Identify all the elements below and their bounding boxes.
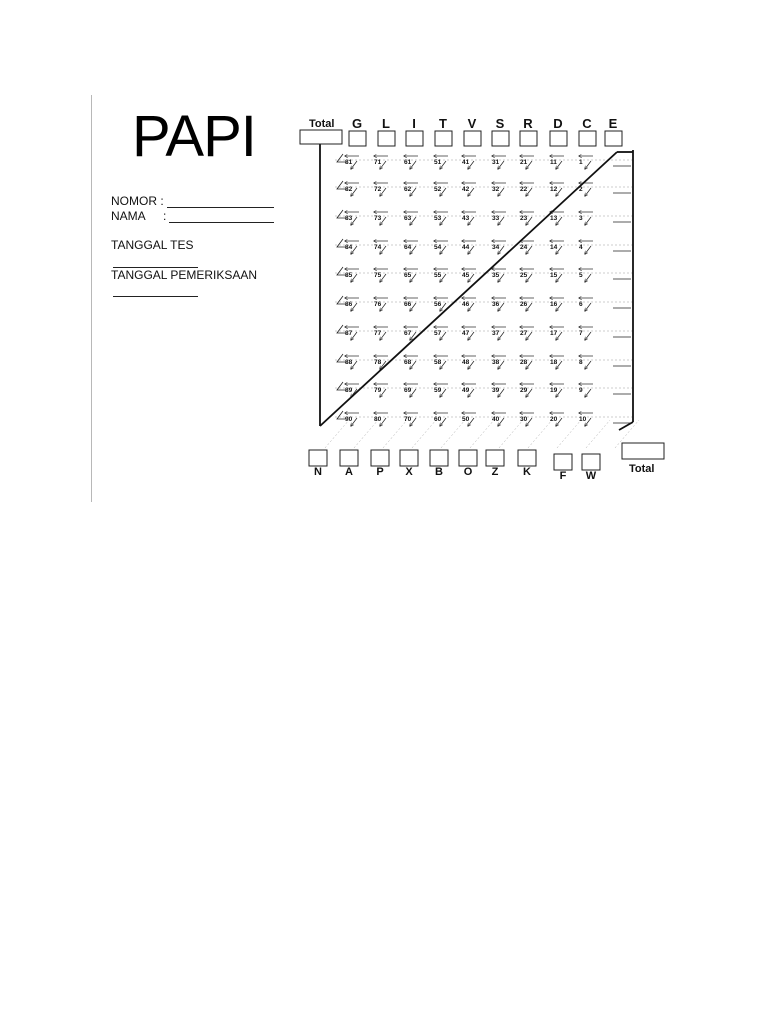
grid-number: 6	[579, 301, 583, 308]
grid-number: 16	[550, 301, 558, 308]
grid-number: 38	[492, 359, 500, 366]
grid-number: 53	[434, 215, 442, 222]
page-title: PAPI	[132, 104, 256, 169]
top-letter-box	[435, 131, 452, 146]
nama-underline	[169, 222, 274, 223]
grid-number: 14	[550, 244, 558, 251]
bottom-letter: K	[523, 466, 531, 478]
grid-number: 66	[404, 301, 412, 308]
diagonal-guide-line	[441, 420, 465, 448]
grid-number: 48	[462, 359, 470, 366]
grid-number: 25	[520, 272, 528, 279]
top-letter: E	[608, 116, 618, 131]
grid-number: 49	[462, 387, 470, 394]
grid-number: 59	[434, 387, 442, 394]
grid-number: 83	[345, 215, 353, 222]
top-letter-box	[464, 131, 481, 146]
grid-number: 26	[520, 301, 528, 308]
grid-number: 60	[434, 416, 442, 423]
grid-number: 73	[374, 215, 382, 222]
bottom-letter-box	[554, 454, 572, 470]
top-letter: V	[467, 116, 477, 131]
bottom-letter: Z	[491, 466, 499, 478]
diagonal-guide-line	[470, 420, 494, 448]
tanggal-pemeriksaan-underline	[113, 296, 198, 297]
grid-number: 51	[434, 159, 442, 166]
diagonal-arrow	[585, 389, 591, 397]
grid-number: 87	[345, 330, 353, 337]
diagonal-arrow	[585, 217, 591, 225]
grid-number: 9	[579, 387, 583, 394]
grid-number: 68	[404, 359, 412, 366]
top-letter-box	[520, 131, 537, 146]
grid-number: 72	[374, 186, 382, 193]
grid-number: 55	[434, 272, 442, 279]
bottom-letter: N	[314, 466, 322, 478]
grid-number: 32	[492, 186, 500, 193]
diagonal-arrow	[585, 161, 591, 169]
grid-number: 30	[520, 416, 528, 423]
grid-number: 76	[374, 301, 382, 308]
bottom-letter: P	[376, 466, 384, 478]
grid-number: 4	[579, 244, 583, 251]
diagonal-guide-line	[354, 420, 378, 448]
grid-number: 37	[492, 330, 500, 337]
left-divider-line	[91, 95, 92, 502]
grid-number: 77	[374, 330, 382, 337]
top-letter-box	[492, 131, 509, 146]
grid-number: 36	[492, 301, 500, 308]
grid-number: 11	[550, 159, 557, 166]
bottom-letter-box	[340, 450, 358, 466]
grid-number: 80	[374, 416, 382, 423]
grid-number: 70	[404, 416, 412, 423]
grid-number: 62	[404, 186, 412, 193]
grid-number: 23	[520, 215, 528, 222]
grid-number: 28	[520, 359, 528, 366]
diagonal-guide-line	[557, 420, 581, 448]
grid-number: 1	[579, 159, 583, 166]
diagonal-arrow	[585, 274, 591, 282]
bottom-letter-box	[400, 450, 418, 466]
bottom-total-box	[622, 443, 664, 459]
grid-number: 75	[374, 272, 382, 279]
grid-number: 56	[434, 301, 442, 308]
top-letter: G	[351, 116, 363, 131]
grid-number: 67	[404, 330, 412, 337]
grid-number: 65	[404, 272, 412, 279]
top-total-box	[300, 130, 342, 144]
bottom-letter-box	[486, 450, 504, 466]
diagonal-arrow	[585, 246, 591, 254]
bottom-letter: A	[345, 466, 353, 478]
diagonal-arrow	[556, 161, 562, 169]
top-letter: D	[553, 116, 563, 131]
top-letter-box	[579, 131, 596, 146]
bottom-letter: W	[585, 470, 597, 482]
grid-number: 85	[345, 272, 353, 279]
grid-number: 7	[579, 330, 583, 337]
grid-number: 18	[550, 359, 558, 366]
grid-number: 35	[492, 272, 500, 279]
top-letter: L	[382, 116, 390, 131]
diagonal-guide-line	[383, 420, 407, 448]
bottom-letter-box	[582, 454, 600, 470]
nomor-underline	[167, 207, 274, 208]
top-letter-box	[406, 131, 423, 146]
grid-number: 52	[434, 186, 442, 193]
bottom-letter-box	[459, 450, 477, 466]
diagonal-guide-line	[412, 420, 436, 448]
diagonal-arrow	[585, 188, 591, 196]
nomor-label: NOMOR :	[111, 194, 164, 208]
grid-number: 42	[462, 186, 470, 193]
grid-number: 45	[462, 272, 470, 279]
diagonal-guide-line	[499, 420, 523, 448]
grid-number: 64	[404, 244, 412, 251]
bottom-letter: B	[435, 466, 443, 478]
top-letter-box	[378, 131, 395, 146]
tanggal-pemeriksaan-label: TANGGAL PEMERIKSAAN	[111, 268, 258, 282]
grid-number: 43	[462, 215, 470, 222]
grid-number: 44	[462, 244, 470, 251]
frame-diagonal-line	[320, 152, 617, 426]
top-total-label: Total	[309, 118, 335, 130]
grid-number: 5	[579, 272, 583, 279]
grid-number: 40	[492, 416, 500, 423]
grid-number: 63	[404, 215, 412, 222]
diagonal-arrow	[585, 303, 591, 311]
top-letter: C	[582, 116, 592, 131]
grid-number: 10	[579, 416, 587, 423]
top-letter-box	[605, 131, 622, 146]
grid-number: 13	[550, 215, 558, 222]
grid-number: 12	[550, 186, 558, 193]
bottom-letter: X	[405, 466, 413, 478]
nama-colon: :	[163, 209, 167, 223]
grid-number: 21	[520, 159, 528, 166]
diagonal-guide-line	[615, 420, 639, 448]
grid-number: 79	[374, 387, 382, 394]
grid-number: 2	[579, 186, 583, 193]
diagonal-guide-line	[528, 420, 552, 448]
bottom-letter-box	[309, 450, 327, 466]
grid-number: 90	[345, 416, 353, 423]
bottom-letter: O	[463, 466, 473, 478]
grid-number: 74	[374, 244, 382, 251]
nama-label: NAMA	[111, 209, 146, 223]
grid-number: 69	[404, 387, 412, 394]
grid-number: 8	[579, 359, 583, 366]
grid-number: 46	[462, 301, 470, 308]
sheet-labels	[300, 116, 664, 482]
top-letter: R	[523, 116, 533, 131]
grid-number: 41	[462, 159, 470, 166]
grid-number: 27	[520, 330, 528, 337]
grid-number: 84	[345, 244, 353, 251]
grid-number: 24	[520, 244, 528, 251]
grid-number: 61	[404, 159, 412, 166]
grid-number: 33	[492, 215, 500, 222]
grid-number: 71	[374, 159, 382, 166]
tanggal-tes-label: TANGGAL TES	[111, 238, 194, 252]
grid-number: 31	[492, 159, 500, 166]
grid-number: 15	[550, 272, 558, 279]
grid-number: 58	[434, 359, 442, 366]
bottom-letter-box	[371, 450, 389, 466]
grid-number: 3	[579, 215, 583, 222]
grid-number: 81	[345, 159, 353, 166]
top-letter: T	[439, 116, 447, 131]
grid-number: 50	[462, 416, 470, 423]
answer-grid	[325, 154, 639, 448]
grid-number: 22	[520, 186, 528, 193]
grid-number: 54	[434, 244, 442, 251]
grid-number: 19	[550, 387, 558, 394]
grid-number: 17	[550, 330, 558, 337]
papi-answer-sheet	[295, 110, 675, 490]
bottom-letter: F	[559, 470, 567, 482]
bottom-total-label: Total	[629, 463, 655, 475]
diagonal-guide-line	[586, 420, 610, 448]
diagonal-guide-line	[325, 420, 349, 448]
top-letter: S	[495, 116, 505, 131]
grid-number: 57	[434, 330, 442, 337]
grid-number: 29	[520, 387, 528, 394]
grid-number: 82	[345, 186, 353, 193]
grid-number: 86	[345, 301, 353, 308]
top-letter-box	[550, 131, 567, 146]
grid-number: 47	[462, 330, 470, 337]
grid-number: 39	[492, 387, 500, 394]
grid-number: 78	[374, 359, 382, 366]
top-letter: I	[412, 116, 416, 131]
bottom-letter-box	[430, 450, 448, 466]
diagonal-arrow	[585, 332, 591, 340]
grid-number: 89	[345, 387, 353, 394]
bottom-letter-box	[518, 450, 536, 466]
grid-number: 34	[492, 244, 500, 251]
grid-number: 20	[550, 416, 558, 423]
grid-number: 88	[345, 359, 353, 366]
diagonal-arrow	[585, 361, 591, 369]
top-letter-box	[349, 131, 366, 146]
